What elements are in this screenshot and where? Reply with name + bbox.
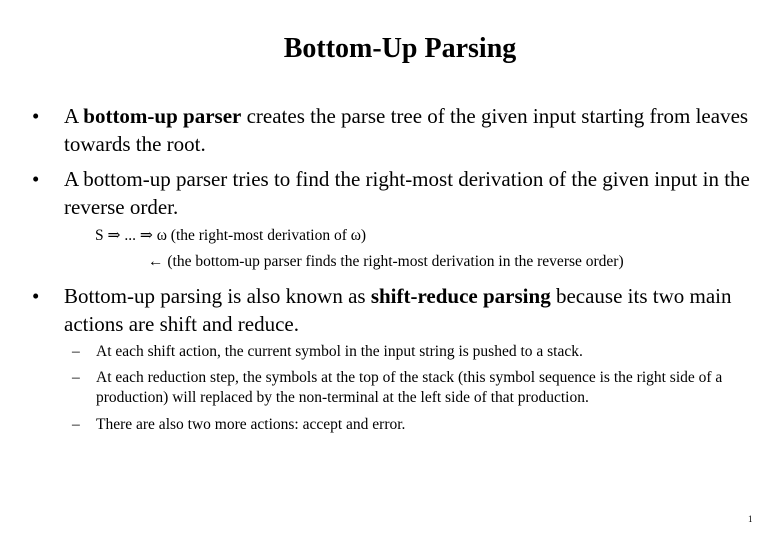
bullet-2-text: A bottom-up parser tries to find the right-most derivation of the given input in the reverse order. <box>64 167 750 219</box>
bullet-1-text <box>64 102 752 158</box>
bullet-marker: • <box>32 167 40 191</box>
bullet-3-bold: shift-reduce parsing <box>370 284 551 308</box>
derivation-line-1: S ⇒ ... ⇒ ω (the right-most derivation of ω) <box>95 227 367 244</box>
dash-marker: – <box>72 343 80 360</box>
bullet-3 <box>32 282 752 338</box>
sub-bullet-2 <box>72 368 762 408</box>
bullet-3-pre: Bottom-up parsing is also known as <box>64 284 371 308</box>
bullet-1-bold: bottom-up parser <box>83 104 242 128</box>
bullet-3-post: because its two main actions are shift and reduce. <box>64 284 732 336</box>
sub-bullet-1 <box>72 342 762 362</box>
dash-marker: – <box>72 369 80 386</box>
page-number: 1 <box>748 514 753 524</box>
bullet-marker: • <box>32 104 40 128</box>
sub-bullet-1-text: At each shift action, the current symbol in the input string is pushed to a stack. <box>96 343 583 360</box>
slide-title: Bottom-Up Parsing <box>283 33 517 64</box>
sub-bullet-3-text: There are also two more actions: accept and error. <box>96 416 406 433</box>
derivation-line-2: ← (the bottom-up parser finds the right-most derivation in the reverse order) <box>148 253 624 270</box>
sub-bullet-3 <box>72 415 762 435</box>
dash-marker: – <box>72 416 80 433</box>
sub-bullet-2-text: At each reduction step, the symbols at the top of the stack (this symbol sequence is the right side of a production) will replaced by the non-terminal at the left side of that production. <box>96 369 723 406</box>
bullet-1 <box>32 102 752 158</box>
bullet-marker: • <box>32 284 40 308</box>
bullet-1-post: creates the parse tree of the given input starting from leaves towards the root. <box>64 104 749 156</box>
bullet-3-text <box>64 282 752 338</box>
bullet-1-pre: A <box>64 104 84 128</box>
bullet-2 <box>32 165 752 221</box>
